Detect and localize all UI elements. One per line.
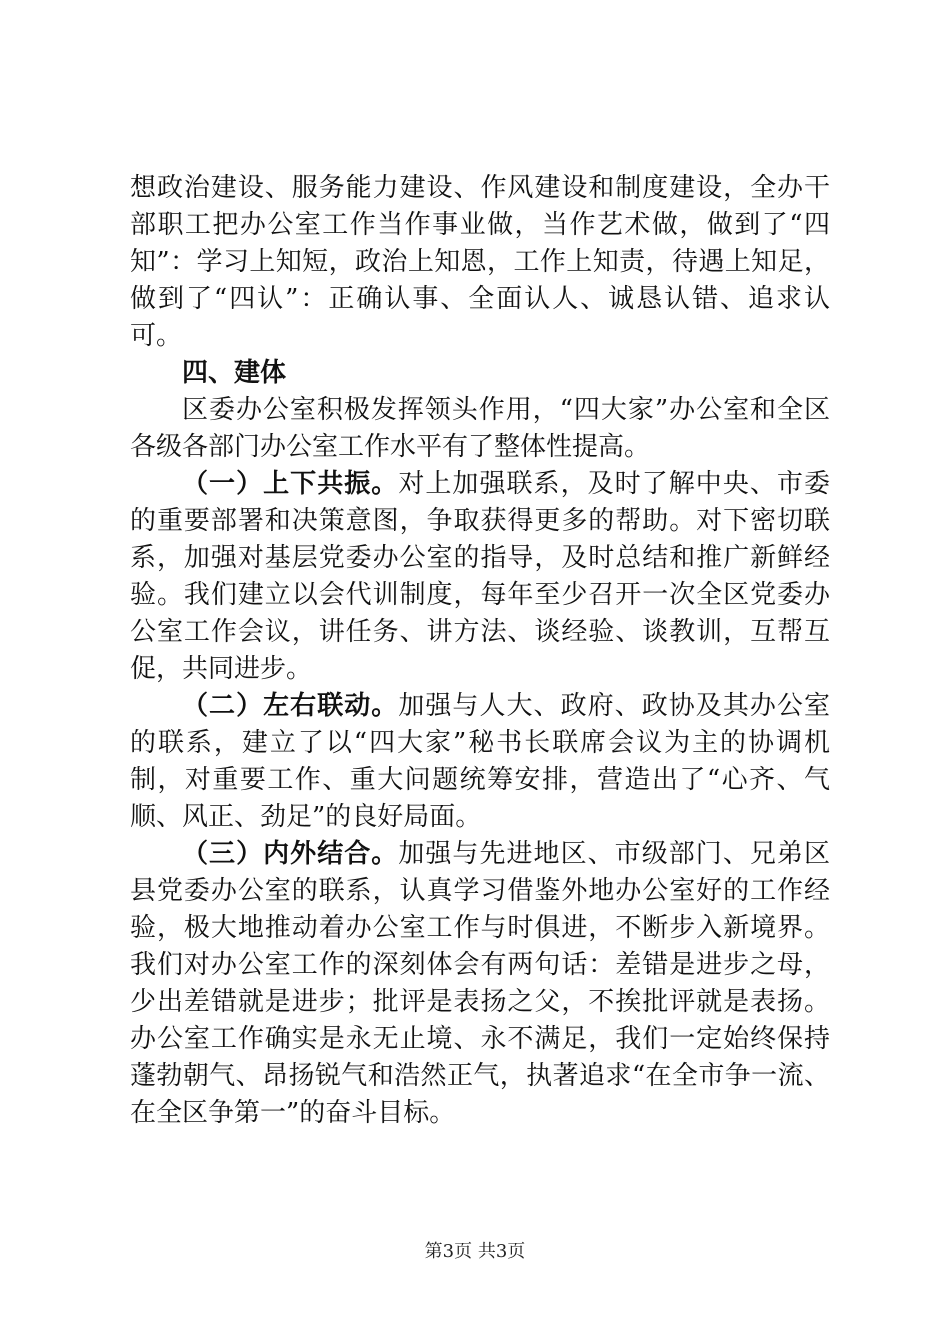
page-footer: 第3页 共3页 <box>424 1241 526 1262</box>
paragraph-item-2 <box>130 688 830 836</box>
item-2-text: 加强与人大、政府、政协及其办公室的联系，建立了以“四大家”秘书长联席会议为主的协调机制，对重要工作、重大问题统筹安排，营造出了“心齐、气顺、风正、劲足”的良好局面。 <box>130 691 830 832</box>
item-1-title: （一）上下共振。 <box>182 469 399 499</box>
item-1-text: 对上加强联系，及时了解中央、市委的重要部署和决策意图，争取获得更多的帮助。对下密切联系，加强对基层党委办公室的指导，及时总结和推广新鲜经验。我们建立以会代训制度，每年至少召开一次全区党委办公室工作会议，讲任务、讲方法、谈经验、谈教训，互帮互促，共同进步。 <box>130 469 830 684</box>
paragraph-item-1 <box>130 466 830 688</box>
paragraph-continuation: 想政治建设、服务能力建设、作风建设和制度建设，全办干部职工把办公室工作当作事业做，当作艺术做，做到了“四知”：学习上知短，政治上知恩，工作上知责，待遇上知足，做到了“四认”：正确认事、全面认人、诚恳认错、追求认可。 <box>130 173 830 351</box>
paragraph-section-4-intro: 区委办公室积极发挥领头作用，“四大家”办公室和全区各级各部门办公室工作水平有了整体性提高。 <box>130 395 830 462</box>
item-3-title: （三）内外结合。 <box>182 839 399 869</box>
section-heading-4: 四、建体 <box>182 358 287 388</box>
document-body <box>130 170 830 1132</box>
item-3-text: 加强与先进地区、市级部门、兄弟区县党委办公室的联系，认真学习借鉴外地办公室好的工作经验，极大地推动着办公室工作与时俱进，不断步入新境界。我们对办公室工作的深刻体会有两句话：差错是进步之母，少出差错就是进步；批评是表扬之父，不挨批评就是表扬。办公室工作确实是永无止境、永不满足，我们一定始终保持蓬勃朝气、昂扬锐气和浩然正气，执著追求“在全市争一流、在全区争第一”的奋斗目标。 <box>130 839 830 1128</box>
item-2-title: （二）左右联动。 <box>182 691 399 721</box>
paragraph-item-3 <box>130 836 830 1132</box>
